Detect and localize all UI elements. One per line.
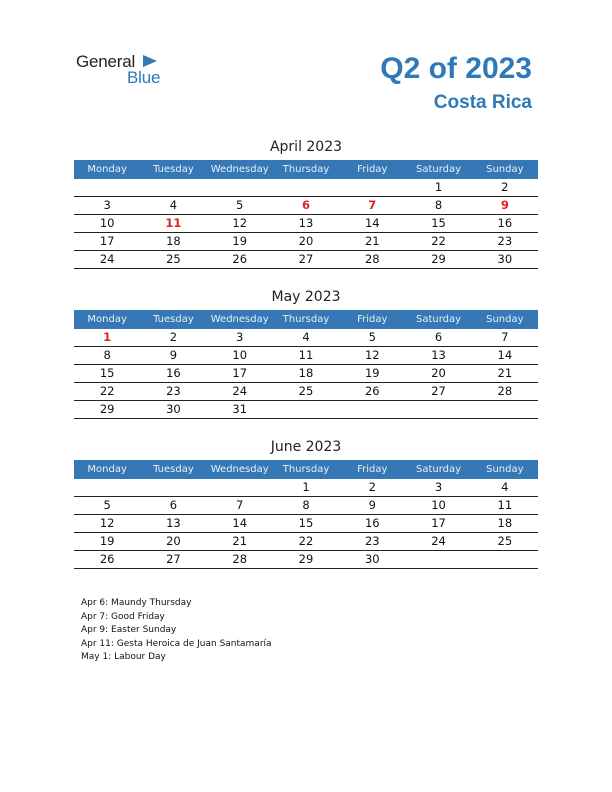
day-cell: 19 — [99, 534, 115, 548]
day-cell: 12 — [364, 348, 380, 362]
day-cell: 26 — [364, 384, 380, 398]
day-cell: 5 — [103, 498, 111, 512]
day-cell: 29 — [99, 402, 115, 416]
day-cell — [339, 179, 405, 196]
day-cell: 9 — [368, 498, 376, 512]
weekday-label: Tuesday — [153, 164, 194, 175]
day-cell: 23 — [166, 384, 181, 398]
day-cell: 19 — [364, 366, 380, 380]
day-cell: 14 — [497, 348, 513, 362]
day-cell: 2 — [501, 180, 509, 194]
day-cell: 27 — [166, 552, 181, 566]
day-cell: 3 — [103, 198, 111, 212]
day-cell — [207, 179, 273, 196]
day-cell: 20 — [431, 366, 446, 380]
weekday-header — [74, 160, 538, 179]
holiday-note: May 1: Labour Day — [81, 652, 166, 663]
logo-word-general: General — [76, 52, 136, 71]
day-cell: 27 — [431, 384, 446, 398]
week-row — [74, 347, 538, 365]
month-calendar — [74, 137, 538, 269]
country-name: Costa Rica — [433, 92, 532, 113]
week-row — [74, 551, 538, 569]
holiday-note: Apr 7: Good Friday — [81, 611, 165, 622]
day-cell: 29 — [431, 252, 446, 266]
day-cell — [472, 551, 538, 568]
day-cell: 30 — [497, 252, 513, 266]
weekday-label: Friday — [357, 464, 388, 475]
day-cell: 5 — [236, 198, 244, 212]
week-row — [74, 233, 538, 251]
day-cell: 3 — [236, 330, 244, 344]
weekday-label: Wednesday — [210, 164, 269, 175]
day-cell: 21 — [497, 366, 513, 380]
week-row — [74, 329, 538, 347]
day-cell: 14 — [232, 516, 248, 530]
day-cell: 7 — [236, 498, 244, 512]
day-cell: 29 — [298, 552, 314, 566]
holiday-note: Apr 6: Maundy Thursday — [81, 598, 192, 608]
day-cell: 17 — [99, 234, 115, 248]
day-cell: 24 — [99, 252, 115, 266]
weekday-label: Friday — [357, 164, 388, 175]
day-cell: 3 — [434, 480, 443, 494]
day-cell — [140, 479, 206, 496]
day-cell: 10 — [232, 348, 248, 362]
day-cell: 5 — [368, 330, 376, 344]
week-row — [74, 515, 538, 533]
day-cell: 25 — [166, 252, 181, 266]
week-row — [74, 497, 538, 515]
day-cell: 27 — [298, 252, 314, 266]
weekday-header — [74, 310, 538, 329]
day-cell: 26 — [232, 252, 248, 266]
month-title: April 2023 — [269, 139, 343, 155]
day-cell: 28 — [232, 552, 248, 566]
weekday-label: Saturday — [416, 164, 462, 175]
day-cell: 6 — [434, 330, 443, 344]
day-cell: 2 — [368, 480, 376, 494]
day-cell — [273, 401, 339, 418]
day-cell: 25 — [497, 534, 513, 548]
day-cell: 2 — [169, 330, 178, 344]
day-cell: 7 — [501, 330, 509, 344]
week-row — [74, 383, 538, 401]
weekday-label: Sunday — [486, 314, 524, 325]
day-cell — [74, 179, 140, 196]
day-cell: 26 — [99, 552, 115, 566]
weekday-label: Tuesday — [153, 314, 194, 325]
day-cell: 20 — [166, 534, 181, 548]
day-cell: 18 — [166, 234, 181, 248]
week-row — [74, 215, 538, 233]
generalblue-logo — [76, 52, 176, 88]
day-cell: 16 — [364, 516, 380, 530]
day-cell: 9 — [500, 198, 509, 212]
day-cell: 16 — [166, 366, 181, 380]
logo-word-blue: Blue — [127, 68, 161, 87]
day-cell: 28 — [497, 384, 513, 398]
day-cell: 6 — [301, 198, 310, 212]
day-cell: 13 — [298, 216, 314, 230]
holiday-note: Apr 11: Gesta Heroica de Juan Santamaría — [81, 638, 272, 649]
day-cell: 22 — [298, 534, 314, 548]
day-cell — [74, 479, 140, 496]
day-cell: 9 — [169, 348, 178, 362]
month-calendar — [74, 287, 538, 419]
day-cell: 4 — [302, 330, 310, 344]
day-cell: 15 — [431, 216, 446, 230]
day-cell: 22 — [431, 234, 446, 248]
day-cell: 11 — [165, 216, 182, 230]
week-row — [74, 251, 538, 269]
day-cell: 31 — [232, 402, 248, 416]
weekday-label: Sunday — [486, 164, 524, 175]
day-cell — [273, 179, 339, 196]
weekday-label: Saturday — [416, 464, 462, 475]
weekday-label: Thursday — [282, 314, 330, 325]
day-cell: 1 — [302, 480, 310, 494]
day-cell: 18 — [298, 366, 314, 380]
day-cell: 13 — [431, 348, 446, 362]
week-row — [74, 401, 538, 419]
holiday-list — [81, 597, 272, 665]
day-cell: 16 — [497, 216, 513, 230]
day-cell: 23 — [364, 534, 380, 548]
day-cell: 10 — [99, 216, 115, 230]
day-cell — [472, 401, 538, 418]
day-cell: 6 — [169, 498, 178, 512]
day-cell: 21 — [232, 534, 248, 548]
weekday-label: Monday — [87, 464, 127, 475]
day-cell: 17 — [232, 366, 248, 380]
day-cell: 17 — [431, 516, 446, 530]
day-cell: 1 — [434, 180, 443, 194]
day-cell: 23 — [497, 234, 513, 248]
day-cell: 25 — [298, 384, 314, 398]
holiday-note: Apr 9: Easter Sunday — [81, 625, 177, 636]
day-cell: 19 — [232, 234, 248, 248]
day-cell: 12 — [99, 516, 115, 530]
day-cell: 14 — [364, 216, 380, 230]
day-cell: 8 — [302, 498, 310, 512]
day-cell: 4 — [169, 198, 178, 212]
month-title: June 2023 — [270, 439, 342, 455]
day-cell: 11 — [497, 498, 513, 512]
day-cell — [207, 479, 273, 496]
day-cell: 28 — [364, 252, 380, 266]
day-cell — [140, 179, 206, 196]
day-cell: 8 — [103, 348, 111, 362]
week-row — [74, 197, 538, 215]
day-cell: 13 — [166, 516, 181, 530]
weekday-label: Wednesday — [210, 464, 269, 475]
day-cell: 20 — [298, 234, 314, 248]
day-cell: 4 — [501, 480, 509, 494]
weekday-label: Thursday — [282, 164, 330, 175]
day-cell: 18 — [497, 516, 513, 530]
day-cell: 15 — [298, 516, 314, 530]
weekday-header — [74, 460, 538, 479]
day-cell: 24 — [431, 534, 446, 548]
day-cell: 30 — [364, 552, 380, 566]
weekday-label: Sunday — [486, 464, 524, 475]
quarter-title: Q2 of 2023 — [380, 52, 532, 85]
weekday-label: Wednesday — [210, 314, 269, 325]
week-row — [74, 179, 538, 197]
logo-flag-icon — [143, 55, 157, 67]
day-cell: 15 — [99, 366, 115, 380]
day-cell: 1 — [103, 330, 112, 344]
weekday-label: Monday — [87, 314, 127, 325]
week-row — [74, 533, 538, 551]
day-cell — [405, 401, 471, 418]
day-cell: 7 — [368, 198, 377, 212]
day-cell: 24 — [232, 384, 248, 398]
day-cell — [339, 401, 405, 418]
week-row — [74, 365, 538, 383]
day-cell: 12 — [232, 216, 248, 230]
day-cell: 21 — [364, 234, 380, 248]
day-cell: 10 — [431, 498, 446, 512]
week-row — [74, 479, 538, 497]
day-cell: 11 — [298, 348, 314, 362]
weekday-label: Tuesday — [153, 464, 194, 475]
day-cell: 8 — [434, 198, 443, 212]
weekday-label: Friday — [357, 314, 388, 325]
month-title: May 2023 — [271, 289, 341, 305]
month-calendar — [74, 437, 538, 569]
day-cell — [405, 551, 471, 568]
day-cell: 30 — [166, 402, 181, 416]
weekday-label: Monday — [87, 164, 127, 175]
day-cell: 22 — [99, 384, 115, 398]
weekday-label: Thursday — [282, 464, 330, 475]
weekday-label: Saturday — [416, 314, 462, 325]
